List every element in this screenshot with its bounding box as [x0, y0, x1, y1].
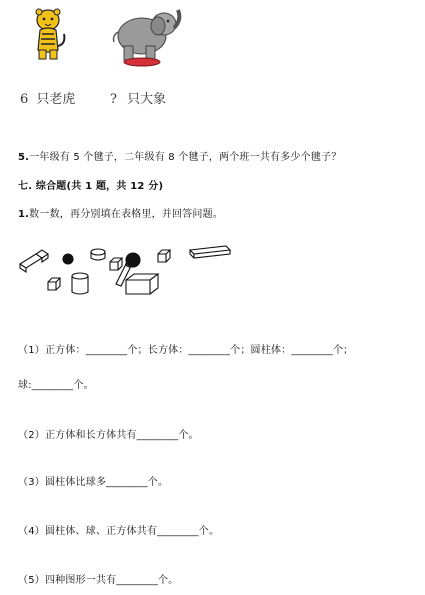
caption-left [20, 88, 75, 107]
cuboid-shape [20, 250, 48, 272]
cuboid-shape [126, 274, 158, 294]
tiger-label: 只老虎 [36, 92, 76, 107]
subquestion-2: （2）正方体和长方体共有________个。 [18, 430, 199, 441]
subquestion-3: （3）圆柱体比球多________个。 [18, 477, 169, 488]
shapes-figure [18, 236, 238, 298]
elephant-label: 只大象 [127, 92, 167, 107]
sphere-shape [126, 253, 140, 267]
question-5-text: 一年级有 5 个毽子，二年级有 8 个毽子，两个班一共有多少个毽子？ [29, 152, 342, 163]
subquestion-4: （4）圆柱体、球、正方体共有________个。 [18, 526, 220, 537]
cuboid-shape [190, 246, 230, 258]
tiger-count: 6 [20, 92, 29, 107]
question-5-number: 5. [18, 152, 30, 163]
cube-shape [110, 258, 122, 270]
problem-1-number: 1. [18, 209, 30, 220]
sphere-shape [63, 254, 73, 264]
cube-shape [158, 250, 170, 262]
cube-shape [48, 278, 60, 290]
question-5 [18, 148, 341, 163]
tiger-illustration [28, 6, 68, 62]
subquestion-1-line-1: （1）正方体：________个；长方体：________个；圆柱体：________个； [18, 345, 354, 356]
cylinder-shape [72, 273, 88, 294]
problem-1 [18, 205, 223, 220]
subquestion-5: （5）四种图形一共有________个。 [18, 575, 179, 586]
subquestion-1-line-2: 球:________个。 [18, 380, 94, 391]
caption-right [110, 88, 166, 107]
cylinder-shape [91, 249, 105, 260]
elephant-count-unknown: ? [110, 92, 117, 107]
section-7-heading: 七. 综合题(共 1 题，共 12 分) [18, 181, 164, 192]
elephant-illustration [108, 6, 186, 68]
problem-1-intro: 数一数，再分别填在表格里，并回答问题。 [29, 209, 223, 220]
